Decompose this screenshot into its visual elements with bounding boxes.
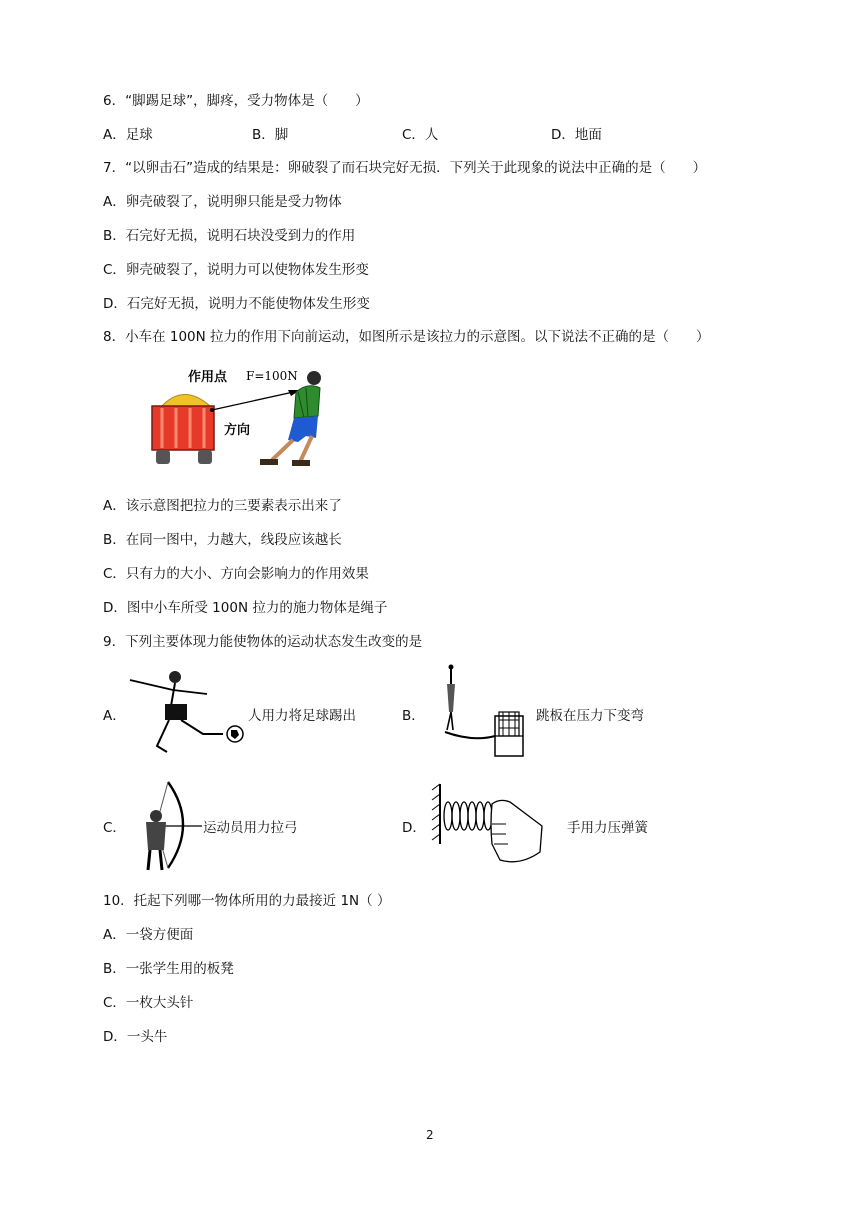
- q6-stem: 6．“脚踢足球”，脚疼，受力物体是（ ）: [103, 93, 369, 109]
- kick-football-figure: [125, 668, 250, 756]
- hand: [491, 800, 542, 861]
- bow: [168, 782, 183, 868]
- q9-stem: 9．下列主要体现力能使物体的运动状态发生改变的是: [103, 634, 423, 650]
- q8-stem: 8．小车在 100N 拉力的作用下向前运动，如图所示是该拉力的示意图。以下说法不正确的是（ ）: [103, 329, 710, 345]
- label-point-of-application: 作用点: [188, 370, 228, 385]
- q7-option-a: A．卵壳破裂了，说明卵只能是受力物体: [103, 194, 342, 210]
- q7-option-c: C．卵壳破裂了，说明力可以使物体发生形变: [103, 262, 369, 278]
- archer-figure: [138, 778, 204, 872]
- q8-option-b: B．在同一图中，力越大，线段应该越长: [103, 532, 342, 548]
- label-direction: 方向: [224, 423, 251, 438]
- q9-option-b-caption: 跳板在压力下变弯: [536, 708, 644, 724]
- diving-board-figure: [433, 664, 525, 760]
- spring: [444, 802, 492, 830]
- q9-option-b-letter: B．: [402, 708, 425, 724]
- springboard: [445, 732, 495, 738]
- q10-option-b: B．一张学生用的板凳: [103, 961, 234, 977]
- q6-option-a: A．足球: [103, 127, 153, 143]
- q10-option-d: D．一头牛: [103, 1029, 168, 1045]
- q10-option-a: A．一袋方便面: [103, 927, 194, 943]
- cart-wheel-right: [198, 450, 212, 464]
- person-shorts: [288, 416, 318, 442]
- page-number: 2: [426, 1128, 434, 1142]
- q8-option-a: A．该示意图把拉力的三要素表示出来了: [103, 498, 342, 514]
- q8-option-d: D．图中小车所受 100N 拉力的施力物体是绳子: [103, 600, 388, 616]
- q10-option-c: C．一枚大头针: [103, 995, 194, 1011]
- q9-option-d-caption: 手用力压弹簧: [567, 820, 648, 836]
- q7-option-d: D．石完好无损，说明力不能使物体发生形变: [103, 296, 370, 312]
- q6-option-d: D．地面: [551, 127, 602, 143]
- force-arrow: [212, 391, 298, 410]
- q9-option-a-caption: 人用力将足球踢出: [248, 708, 356, 724]
- q8-option-c: C．只有力的大小、方向会影响力的作用效果: [103, 566, 369, 582]
- q9-option-c-caption: 运动员用力拉弓: [203, 820, 298, 836]
- q6-option-c: C．人: [402, 127, 439, 143]
- cart-wheel-left: [156, 450, 170, 464]
- q6-option-b: B．脚: [252, 127, 289, 143]
- q7-stem: 7．“以卵击石”造成的结果是：卵破裂了而石块完好无损．下列关于此现象的说法中正确的是（ ）: [103, 160, 707, 176]
- label-force-value: F=100N: [246, 369, 298, 383]
- q9-option-c-letter: C．: [103, 820, 126, 836]
- q9-option-d-letter: D．: [402, 820, 426, 836]
- q7-option-b: B．石完好无损，说明石块没受到力的作用: [103, 228, 356, 244]
- q10-stem: 10．托起下列哪一物体所用的力最接近 1N（ ）: [103, 893, 391, 909]
- cart-pull-figure: [148, 364, 338, 476]
- spring-hand-figure: [430, 780, 548, 872]
- person-head: [307, 371, 321, 385]
- person-shoe-left: [260, 459, 278, 465]
- q9-option-a-letter: A．: [103, 708, 126, 724]
- person-shoe-right: [292, 460, 310, 466]
